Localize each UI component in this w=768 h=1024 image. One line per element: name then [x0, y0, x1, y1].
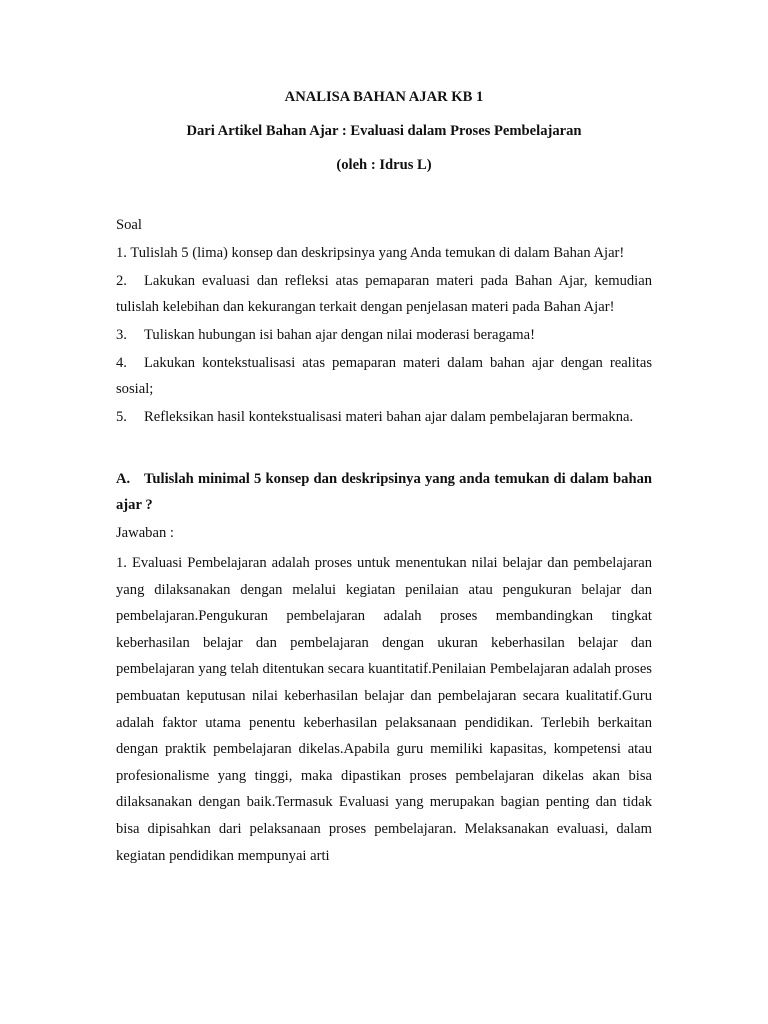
soal-label: Soal — [116, 217, 142, 233]
question-4 — [116, 350, 652, 402]
question-text: Lakukan kontekstualisasi atas pemaparan materi dalam bahan ajar dengan realitas sosial; — [116, 355, 652, 397]
section-letter: A. — [116, 471, 131, 487]
answer-text: Evaluasi Pembelajaran adalah proses untuk menentukan nilai belajar dan pembelajaran yang dilaksanakan dengan melalui kegiatan penilaian atau pengukuran belajar dan pembelajaran.Pengukuran pembelajaran adalah proses membandingkan tingkat keberhasilan belajar dan pembelajaran dengan ukuran keberhasilan belajar dan pembelajaran yang telah ditentukan secara kuantitatif.Penilaian Pembelajaran adalah proses pembuatan keputusan nilai keberhasilan belajar dan pembelajaran secara kualitatif.Guru adalah faktor utama penentu keberhasilan pelaksanaan pendidikan. Terlebih berkaitan dengan praktik pembelajaran dikelas.Apabila guru memiliki kapasitas, kompetensi atau profesionalisme yang tinggi, maka dipastikan proses pembelajaran dikelas akan bisa dilaksanakan dengan baik.Termasuk Evaluasi yang merupakan bagian penting dan tidak bisa dipisahkan dari pelaksanaan proses pembelajaran. Melaksanakan evaluasi, dalam kegiatan pendidikan mempunyai arti — [116, 555, 652, 864]
jawaban-label: Jawaban : — [116, 525, 174, 541]
question-2 — [116, 268, 652, 320]
document-author-line: (oleh : Idrus L) — [336, 157, 432, 173]
question-number: 1. — [116, 245, 127, 261]
question-1 — [116, 240, 652, 266]
question-number: 5. — [116, 409, 127, 425]
question-5 — [116, 404, 652, 430]
question-text: Tulislah 5 (lima) konsep dan deskripsinya yang Anda temukan di dalam Bahan Ajar! — [130, 245, 625, 261]
question-text: Tuliskan hubungan isi bahan ajar dengan nilai moderasi beragama! — [144, 327, 535, 343]
section-heading-text: Tulislah minimal 5 konsep dan deskripsinya yang anda temukan di dalam bahan ajar ? — [116, 471, 652, 513]
document-subtitle: Dari Artikel Bahan Ajar : Evaluasi dalam Proses Pembelajaran — [186, 123, 582, 139]
question-text: Lakukan evaluasi dan refleksi atas pemaparan materi pada Bahan Ajar, kemudian tulislah kelebihan dan kekurangan terkait dengan penjelasan materi pada Bahan Ajar! — [116, 273, 652, 315]
question-number: 2. — [116, 273, 127, 289]
section-a-heading — [116, 466, 652, 518]
document-page — [116, 84, 652, 869]
question-number: 3. — [116, 327, 127, 343]
section-gap — [116, 432, 652, 466]
answer-number: 1. — [116, 555, 127, 571]
question-number: 4. — [116, 355, 127, 371]
question-3 — [116, 322, 652, 348]
question-text: Refleksikan hasil kontekstualisasi materi bahan ajar dalam pembelajaran bermakna. — [144, 409, 634, 425]
document-title: ANALISA BAHAN AJAR KB 1 — [284, 89, 484, 105]
answer-paragraph — [116, 550, 652, 869]
